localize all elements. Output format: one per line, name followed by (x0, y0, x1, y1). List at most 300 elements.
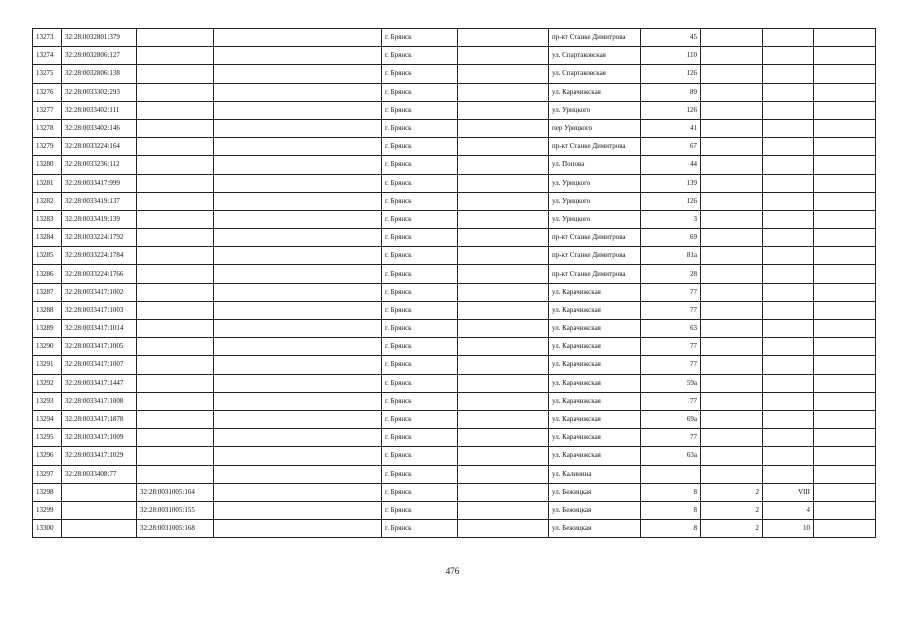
city-cell: г. Брянск (382, 501, 458, 519)
empty-cell (214, 392, 382, 410)
empty-cell (214, 320, 382, 338)
value-cell (701, 101, 763, 119)
city-cell: г. Брянск (382, 156, 458, 174)
street-cell: ул. Урицкого (549, 192, 641, 210)
city-cell: г. Брянск (382, 247, 458, 265)
cadastral-number-cell: 32:28:0032806:138 (62, 65, 137, 83)
empty-cell (458, 119, 549, 137)
cadastral-number-2-cell (137, 101, 214, 119)
cadastral-number-cell: 32:28:0033419:139 (62, 210, 137, 228)
empty-cell (458, 483, 549, 501)
value-cell (763, 29, 814, 47)
value-cell (763, 101, 814, 119)
cadastral-number-2-cell (137, 283, 214, 301)
table-row (33, 174, 876, 192)
city-cell: г. Брянск (382, 374, 458, 392)
row-number-cell: 13289 (33, 320, 62, 338)
empty-cell (214, 520, 382, 538)
row-number-cell: 13281 (33, 174, 62, 192)
empty-cell (458, 174, 549, 192)
empty-cell (458, 320, 549, 338)
city-cell: г. Брянск (382, 465, 458, 483)
empty-cell (458, 47, 549, 65)
empty-cell (458, 247, 549, 265)
cadastral-number-2-cell (137, 138, 214, 156)
value-cell (763, 465, 814, 483)
row-number-cell: 13300 (33, 520, 62, 538)
city-cell: г. Брянск (382, 210, 458, 228)
empty-cell (458, 83, 549, 101)
street-cell: ул. Бежицкая (549, 520, 641, 538)
row-number-cell: 13274 (33, 47, 62, 65)
cadastral-number-cell: 32:28:0033417:1029 (62, 447, 137, 465)
cadastral-number-2-cell (137, 429, 214, 447)
table-row (33, 374, 876, 392)
table-row (33, 301, 876, 319)
table-row (33, 156, 876, 174)
street-cell: ул. Калинина (549, 465, 641, 483)
empty-cell (214, 265, 382, 283)
empty-cell (814, 138, 876, 156)
street-cell: ул. Карачижская (549, 320, 641, 338)
row-number-cell: 13295 (33, 429, 62, 447)
empty-cell (814, 447, 876, 465)
value-cell (701, 320, 763, 338)
city-cell: г. Брянск (382, 192, 458, 210)
cadastral-number-2-cell: 32:28:0031005:168 (137, 520, 214, 538)
cadastral-number-2-cell (137, 301, 214, 319)
cadastral-number-cell (62, 501, 137, 519)
empty-cell (214, 501, 382, 519)
empty-cell (814, 65, 876, 83)
street-cell: ул. Бежицкая (549, 483, 641, 501)
empty-cell (458, 229, 549, 247)
table-row (33, 465, 876, 483)
value-cell (701, 265, 763, 283)
value-cell (701, 83, 763, 101)
row-number-cell: 13287 (33, 283, 62, 301)
city-cell: г. Брянск (382, 265, 458, 283)
city-cell: г. Брянск (382, 410, 458, 428)
empty-cell (458, 392, 549, 410)
empty-cell (814, 265, 876, 283)
value-cell (763, 338, 814, 356)
house-number-cell: 3 (641, 210, 701, 228)
empty-cell (458, 301, 549, 319)
cadastral-number-2-cell (137, 265, 214, 283)
table-row (33, 192, 876, 210)
city-cell: г. Брянск (382, 483, 458, 501)
value-cell (701, 192, 763, 210)
house-number-cell: 110 (641, 47, 701, 65)
empty-cell (458, 138, 549, 156)
row-number-cell: 13282 (33, 192, 62, 210)
value-cell (701, 356, 763, 374)
row-number-cell: 13299 (33, 501, 62, 519)
cadastral-number-2-cell (137, 174, 214, 192)
empty-cell (458, 29, 549, 47)
empty-cell (458, 374, 549, 392)
empty-cell (214, 301, 382, 319)
empty-cell (214, 101, 382, 119)
empty-cell (214, 465, 382, 483)
cadastral-number-cell: 32:28:0033417:1008 (62, 392, 137, 410)
house-number-cell: 41 (641, 119, 701, 137)
cadastral-number-cell: 32:28:0033417:1005 (62, 338, 137, 356)
street-cell: ул. Спартаковская (549, 47, 641, 65)
empty-cell (458, 283, 549, 301)
empty-cell (814, 356, 876, 374)
house-number-cell: 77 (641, 356, 701, 374)
empty-cell (814, 465, 876, 483)
empty-cell (214, 83, 382, 101)
house-number-cell: 77 (641, 392, 701, 410)
city-cell: г. Брянск (382, 320, 458, 338)
empty-cell (214, 447, 382, 465)
value-cell (763, 229, 814, 247)
value-cell (763, 283, 814, 301)
table-row (33, 320, 876, 338)
street-cell: пр-кт Станке Димитрова (549, 29, 641, 47)
house-number-cell: 126 (641, 65, 701, 83)
empty-cell (814, 229, 876, 247)
house-number-cell: 126 (641, 192, 701, 210)
row-number-cell: 13283 (33, 210, 62, 228)
value-cell: 10 (763, 520, 814, 538)
row-number-cell: 13293 (33, 392, 62, 410)
empty-cell (214, 119, 382, 137)
city-cell: г. Брянск (382, 356, 458, 374)
cadastral-number-2-cell (137, 465, 214, 483)
empty-cell (458, 265, 549, 283)
cadastral-number-2-cell (137, 338, 214, 356)
street-cell: ул. Карачижская (549, 410, 641, 428)
street-cell: ул. Урицкого (549, 174, 641, 192)
city-cell: г. Брянск (382, 392, 458, 410)
cadastral-number-cell: 32:28:0033417:1009 (62, 429, 137, 447)
house-number-cell: 89 (641, 83, 701, 101)
cadastral-number-cell: 32:28:0033224:1766 (62, 265, 137, 283)
value-cell (701, 65, 763, 83)
value-cell (763, 447, 814, 465)
value-cell (763, 119, 814, 137)
empty-cell (458, 338, 549, 356)
cadastral-number-2-cell (137, 247, 214, 265)
value-cell (763, 410, 814, 428)
value-cell (763, 247, 814, 265)
street-cell: ул. Карачижская (549, 429, 641, 447)
house-number-cell: 139 (641, 174, 701, 192)
value-cell (763, 83, 814, 101)
cadastral-number-cell: 32:28:0033224:164 (62, 138, 137, 156)
value-cell (701, 338, 763, 356)
empty-cell (814, 47, 876, 65)
row-number-cell: 13279 (33, 138, 62, 156)
empty-cell (814, 483, 876, 501)
value-cell (701, 410, 763, 428)
city-cell: г. Брянск (382, 101, 458, 119)
table-row (33, 338, 876, 356)
street-cell: ул. Урицкого (549, 101, 641, 119)
value-cell: 2 (701, 520, 763, 538)
row-number-cell: 13278 (33, 119, 62, 137)
table-row (33, 229, 876, 247)
empty-cell (814, 83, 876, 101)
value-cell (763, 47, 814, 65)
cadastral-number-2-cell (137, 156, 214, 174)
house-number-cell: 8 (641, 520, 701, 538)
empty-cell (458, 156, 549, 174)
value-cell (701, 374, 763, 392)
value-cell (701, 229, 763, 247)
cadastral-number-2-cell: 32:28:0031005:155 (137, 501, 214, 519)
empty-cell (814, 374, 876, 392)
value-cell (701, 392, 763, 410)
empty-cell (214, 483, 382, 501)
city-cell: г. Брянск (382, 338, 458, 356)
value-cell: 2 (701, 483, 763, 501)
empty-cell (814, 301, 876, 319)
table-row (33, 210, 876, 228)
row-number-cell: 13276 (33, 83, 62, 101)
street-cell: ул. Карачижская (549, 83, 641, 101)
value-cell (701, 301, 763, 319)
empty-cell (814, 174, 876, 192)
cadastral-number-cell: 32:28:0032801:379 (62, 29, 137, 47)
value-cell (763, 65, 814, 83)
cadastral-number-cell: 32:28:0032806:127 (62, 47, 137, 65)
city-cell: г. Брянск (382, 229, 458, 247)
cadastral-number-cell: 32:28:0033302:293 (62, 83, 137, 101)
value-cell (763, 265, 814, 283)
cadastral-number-2-cell (137, 356, 214, 374)
street-cell: ул. Спартаковская (549, 65, 641, 83)
street-cell: пр-кт Станке Димитрова (549, 265, 641, 283)
cadastral-number-cell: 32:28:0033417:1002 (62, 283, 137, 301)
value-cell (763, 392, 814, 410)
street-cell: ул. Карачижская (549, 356, 641, 374)
value-cell (763, 301, 814, 319)
value-cell (701, 138, 763, 156)
cadastral-number-2-cell (137, 410, 214, 428)
table-row (33, 47, 876, 65)
cadastral-number-2-cell (137, 119, 214, 137)
house-number-cell: 77 (641, 301, 701, 319)
empty-cell (458, 465, 549, 483)
house-number-cell (641, 465, 701, 483)
empty-cell (214, 174, 382, 192)
value-cell (701, 210, 763, 228)
row-number-cell: 13288 (33, 301, 62, 319)
empty-cell (814, 247, 876, 265)
value-cell (763, 138, 814, 156)
city-cell: г. Брянск (382, 65, 458, 83)
cadastral-number-cell: 32:28:0033417:1878 (62, 410, 137, 428)
row-number-cell: 13297 (33, 465, 62, 483)
empty-cell (214, 374, 382, 392)
empty-cell (814, 210, 876, 228)
value-cell (763, 192, 814, 210)
row-number-cell: 13284 (33, 229, 62, 247)
cadastral-number-cell: 32:28:0033402:146 (62, 119, 137, 137)
value-cell (701, 429, 763, 447)
empty-cell (814, 101, 876, 119)
value-cell (763, 356, 814, 374)
empty-cell (458, 210, 549, 228)
row-number-cell: 13277 (33, 101, 62, 119)
cadastral-number-2-cell (137, 392, 214, 410)
city-cell: г. Брянск (382, 283, 458, 301)
cadastral-number-cell: 32:28:0033224:1784 (62, 247, 137, 265)
empty-cell (814, 283, 876, 301)
value-cell (701, 247, 763, 265)
city-cell: г. Брянск (382, 447, 458, 465)
table-row (33, 501, 876, 519)
table-row (33, 265, 876, 283)
city-cell: г. Брянск (382, 119, 458, 137)
row-number-cell: 13273 (33, 29, 62, 47)
empty-cell (214, 247, 382, 265)
empty-cell (814, 338, 876, 356)
row-number-cell: 13298 (33, 483, 62, 501)
table-row (33, 247, 876, 265)
table-row (33, 83, 876, 101)
row-number-cell: 13290 (33, 338, 62, 356)
cadastral-number-2-cell (137, 210, 214, 228)
value-cell (763, 210, 814, 228)
cadastral-number-cell: 32:28:0033419:137 (62, 192, 137, 210)
street-cell: пр-кт Станке Димитрова (549, 229, 641, 247)
house-number-cell: 126 (641, 101, 701, 119)
city-cell: г. Брянск (382, 29, 458, 47)
street-cell: ул. Карачижская (549, 338, 641, 356)
row-number-cell: 13291 (33, 356, 62, 374)
street-cell: ул. Карачижская (549, 447, 641, 465)
cadastral-number-2-cell (137, 374, 214, 392)
street-cell: пер Урицкого (549, 119, 641, 137)
cadastral-number-cell: 32:28:0033224:1792 (62, 229, 137, 247)
cadastral-number-cell: 32:28:0033402:111 (62, 101, 137, 119)
cadastral-number-cell: 32:28:0033417:999 (62, 174, 137, 192)
register-table-body (33, 29, 876, 538)
row-number-cell: 13280 (33, 156, 62, 174)
row-number-cell: 13294 (33, 410, 62, 428)
cadastral-number-2-cell: 32:28:0031005:164 (137, 483, 214, 501)
cadastral-number-2-cell (137, 229, 214, 247)
empty-cell (214, 156, 382, 174)
value-cell (701, 47, 763, 65)
table-row (33, 283, 876, 301)
table-row (33, 356, 876, 374)
street-cell: ул. Карачижская (549, 374, 641, 392)
empty-cell (214, 65, 382, 83)
house-number-cell: 59а (641, 374, 701, 392)
cadastral-number-cell: 32:28:0033417:1014 (62, 320, 137, 338)
table-row (33, 29, 876, 47)
table-row (33, 447, 876, 465)
empty-cell (214, 47, 382, 65)
cadastral-number-2-cell (137, 320, 214, 338)
cadastral-number-cell (62, 520, 137, 538)
house-number-cell: 67 (641, 138, 701, 156)
value-cell (763, 374, 814, 392)
value-cell (763, 429, 814, 447)
row-number-cell: 13292 (33, 374, 62, 392)
cadastral-number-cell: 32:28:0033408:77 (62, 465, 137, 483)
empty-cell (458, 410, 549, 428)
empty-cell (214, 338, 382, 356)
house-number-cell: 8 (641, 501, 701, 519)
value-cell (701, 283, 763, 301)
value-cell (701, 465, 763, 483)
value-cell (701, 29, 763, 47)
street-cell: ул. Попова (549, 156, 641, 174)
house-number-cell: 8 (641, 483, 701, 501)
cadastral-number-2-cell (137, 29, 214, 47)
cadastral-number-cell: 32:28:0033236:112 (62, 156, 137, 174)
cadastral-number-2-cell (137, 47, 214, 65)
empty-cell (458, 429, 549, 447)
empty-cell (214, 192, 382, 210)
cadastral-number-cell: 32:28:0033417:1003 (62, 301, 137, 319)
empty-cell (814, 192, 876, 210)
cadastral-number-cell (62, 483, 137, 501)
value-cell: 4 (763, 501, 814, 519)
empty-cell (814, 520, 876, 538)
house-number-cell: 28 (641, 265, 701, 283)
house-number-cell: 81а (641, 247, 701, 265)
empty-cell (214, 229, 382, 247)
table-row (33, 101, 876, 119)
table-row (33, 138, 876, 156)
value-cell: VIII (763, 483, 814, 501)
empty-cell (214, 210, 382, 228)
city-cell: г. Брянск (382, 301, 458, 319)
empty-cell (458, 101, 549, 119)
empty-cell (214, 138, 382, 156)
city-cell: г. Брянск (382, 47, 458, 65)
table-row (33, 520, 876, 538)
row-number-cell: 13286 (33, 265, 62, 283)
cadastral-number-cell: 32:28:0033417:1007 (62, 356, 137, 374)
house-number-cell: 77 (641, 429, 701, 447)
empty-cell (458, 356, 549, 374)
house-number-cell: 69 (641, 229, 701, 247)
cadastral-number-2-cell (137, 65, 214, 83)
value-cell (701, 174, 763, 192)
empty-cell (458, 192, 549, 210)
empty-cell (458, 65, 549, 83)
value-cell (763, 320, 814, 338)
table-row (33, 119, 876, 137)
value-cell (701, 119, 763, 137)
row-number-cell: 13296 (33, 447, 62, 465)
street-cell: пр-кт Станке Димитрова (549, 247, 641, 265)
empty-cell (458, 447, 549, 465)
street-cell: ул. Карачижская (549, 301, 641, 319)
street-cell: ул. Карачижская (549, 283, 641, 301)
empty-cell (458, 520, 549, 538)
city-cell: г. Брянск (382, 83, 458, 101)
house-number-cell: 45 (641, 29, 701, 47)
empty-cell (214, 429, 382, 447)
value-cell (763, 156, 814, 174)
empty-cell (814, 429, 876, 447)
empty-cell (814, 501, 876, 519)
city-cell: г. Брянск (382, 138, 458, 156)
value-cell: 2 (701, 501, 763, 519)
house-number-cell: 44 (641, 156, 701, 174)
